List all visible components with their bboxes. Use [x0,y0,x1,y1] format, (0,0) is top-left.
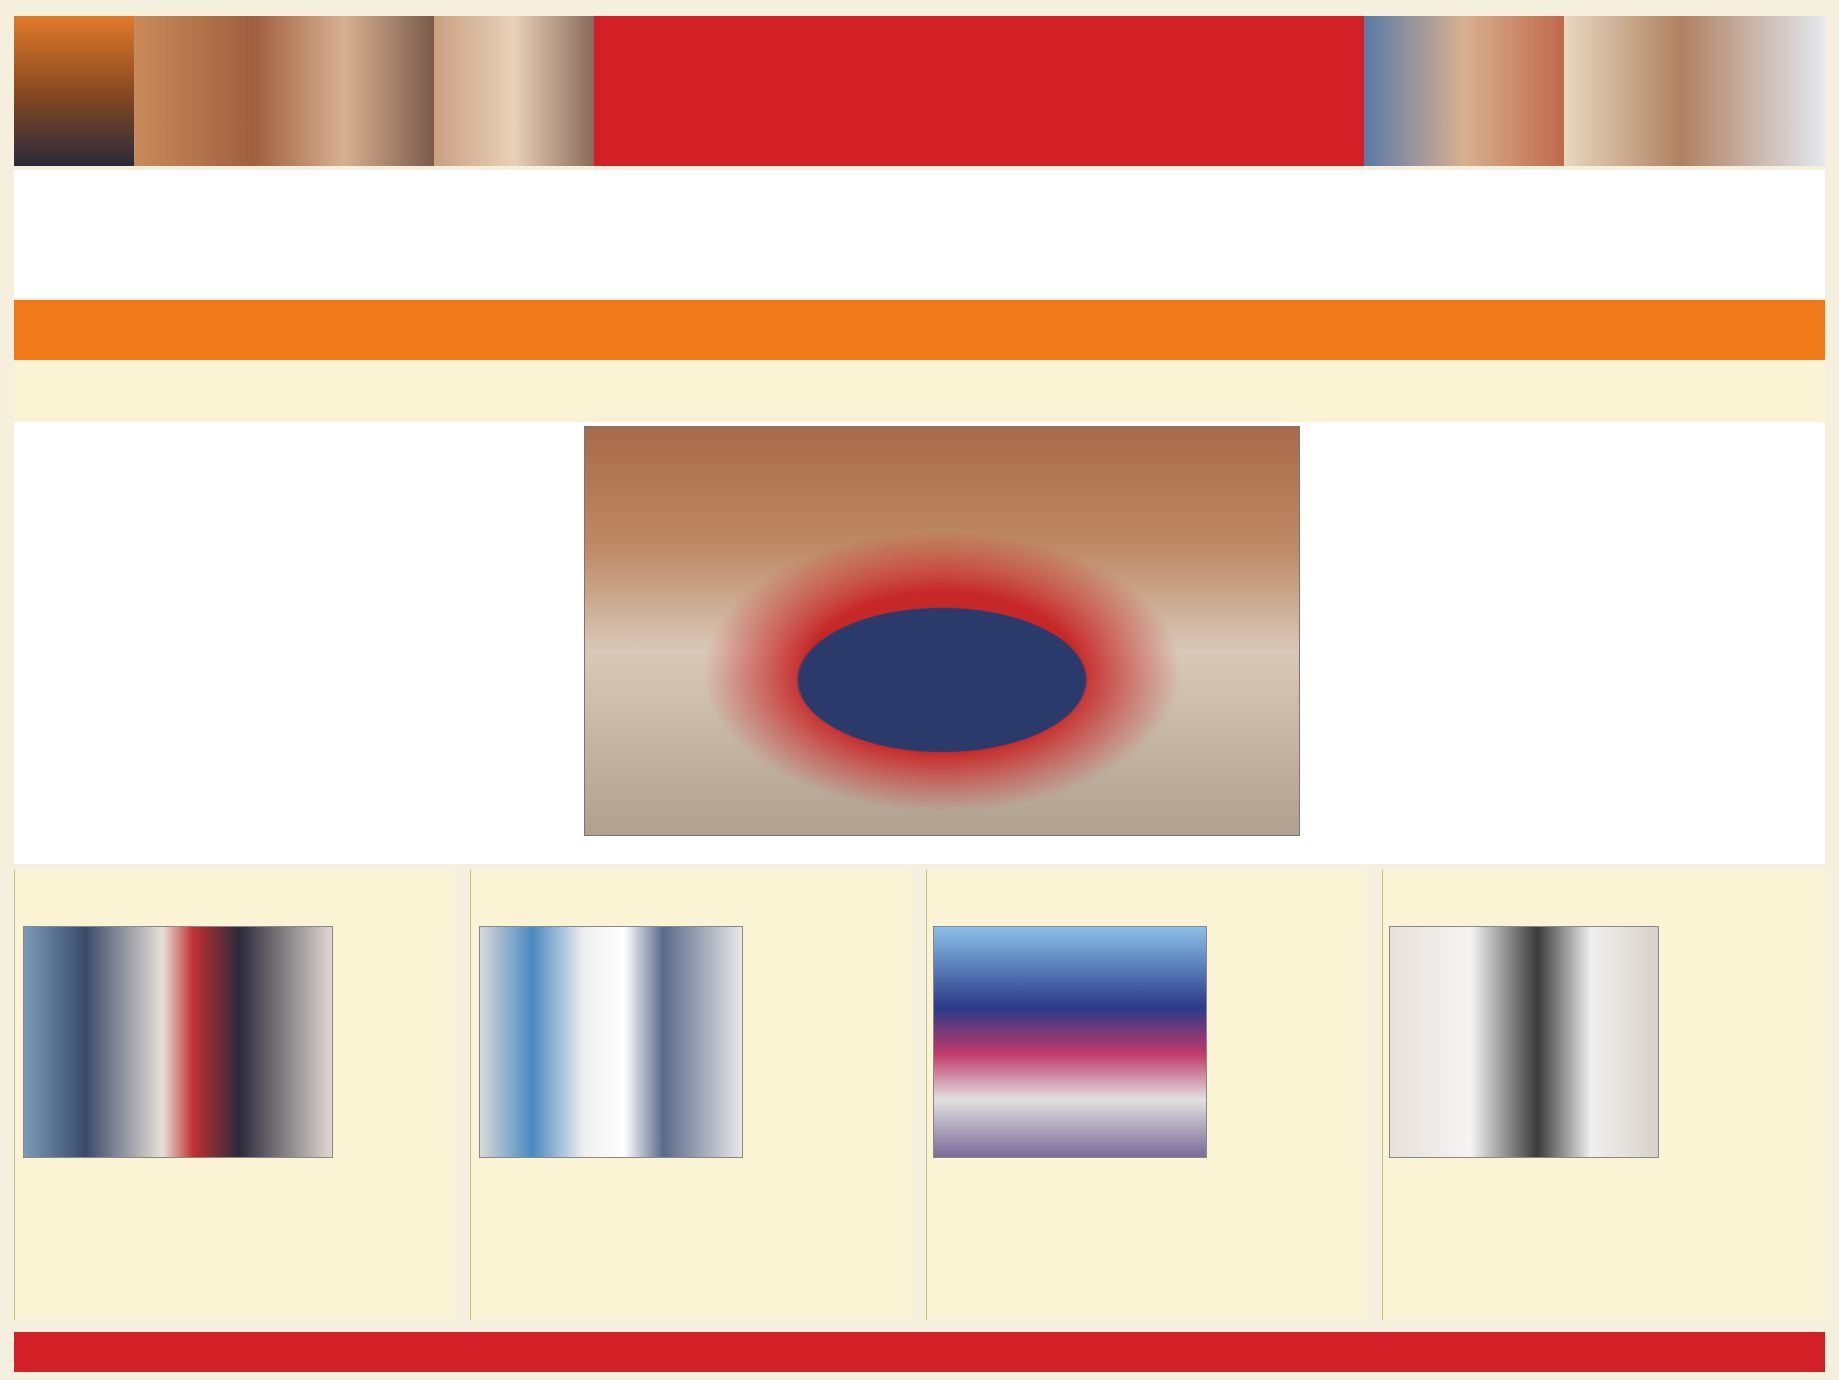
story-column-left [24,426,579,858]
box-body [1391,1204,1818,1314]
box-photo [1389,926,1659,1158]
main-photo-caption [584,836,1298,860]
main-story [14,362,1825,864]
box-photo [479,926,743,1158]
story-column-right [1304,426,1819,858]
box-photo [23,926,333,1158]
box-side-text [1663,930,1818,1192]
subheadline-strap [14,300,1825,360]
sidebar-story-2 [470,870,911,1320]
box-side-text [337,930,447,1190]
sidebar-story-4 [1382,870,1826,1320]
main-story-photo [584,426,1300,836]
box-photo [933,926,1207,1158]
box-side-text [747,930,903,1210]
box-caption [933,1160,1205,1194]
banner-photo-trophy [1364,16,1564,166]
top-banner [14,16,1825,166]
sidebar-story-1 [14,870,455,1320]
box-caption [23,1160,341,1194]
banner-photo-family-left [134,16,434,166]
story-intro [14,362,1825,422]
box-caption [479,1160,741,1194]
banner-title-panel [594,16,1364,166]
sidebar-story-3 [926,870,1367,1320]
banner-photo-father-son [434,16,594,166]
banner-photo-father-child-play [1564,16,1825,166]
box-body [23,1200,447,1312]
box-side-text [1211,930,1359,1192]
box-caption [1389,1160,1657,1194]
box-body [479,1214,903,1314]
presenter-footer [14,1332,1825,1372]
banner-photo-silhouette [14,16,134,166]
box-body [935,1202,1359,1314]
main-headline [14,170,1825,298]
